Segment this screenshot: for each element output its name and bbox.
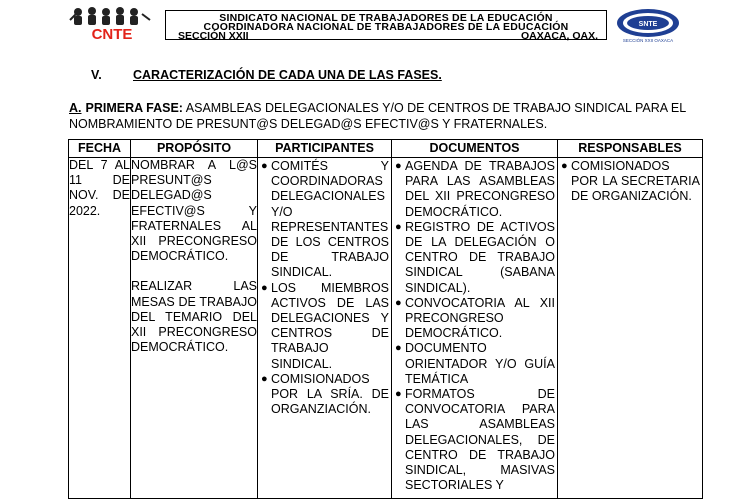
cell-documentos (392, 158, 558, 499)
proposito-paragraph: NOMBRAR A L@S PRESUNT@S DELEGAD@S EFECTIV@S Y FRATERNALES AL XII PRECONGRESO DEMOCRÁTICO. (131, 158, 257, 264)
list-item: ● REGISTRO DE ACTIVOS DE LA DELEGACIÓN O CENTRO DE TRABAJO SINDICAL (SABANA SINDICAL). (395, 219, 555, 295)
phase-heading (69, 100, 709, 132)
list-item: ● COMITÉS Y COORDINADORAS DELEGACIONALES Y/O REPRESENTANTES DE LOS CENTROS DE TRABAJO SINDICAL. (261, 159, 389, 280)
list-item: ● DOCUMENTO ORIENTADOR Y/O GUÍA TEMÁTICA (395, 341, 555, 386)
phase-name: PRIMERA FASE: (85, 101, 183, 115)
bullet-icon: ● (395, 296, 402, 309)
cell-proposito (131, 158, 258, 499)
list-item: ● COMISIONADOS POR LA SECRETARIA DE ORGANIZACIÓN. (561, 159, 700, 204)
col-header-responsables: RESPONSABLES (558, 140, 703, 158)
list-item: ● FORMATOS DE CONVOCATORIA PARA LAS ASAMBLEAS DELEGACIONALES, DE CENTRO DE TRABAJO SINDICAL, MASIVAS SECTORIALES Y (395, 387, 555, 493)
bullet-icon: ● (561, 160, 568, 172)
phase-letter: A. (69, 101, 82, 115)
fecha-text: DEL 7 AL 11 DE NOV. DE 2022. (69, 158, 130, 218)
bullet-icon: ● (395, 342, 402, 355)
col-header-proposito: PROPÓSITO (131, 140, 258, 158)
section-number: V. (91, 68, 102, 82)
letterhead-box (165, 10, 607, 40)
table-header-row (69, 140, 703, 158)
col-header-documentos: DOCUMENTOS (392, 140, 558, 158)
bullet-icon: ● (261, 372, 268, 385)
snte-seal-logo (615, 8, 681, 44)
bullet-icon: ● (261, 160, 268, 172)
coordinator-name: COORDINADORA NACIONAL DE TRABAJADORES DE LA EDUCACIÓN (203, 21, 569, 33)
col-header-participantes: PARTICIPANTES (258, 140, 392, 158)
cell-participantes (258, 158, 392, 499)
phase-table (68, 139, 703, 499)
bullet-icon: ● (261, 281, 268, 294)
cnte-logo-text: CNTE (91, 26, 133, 42)
section-title: CARACTERIZACIÓN DE CADA UNA DE LAS FASES. (133, 68, 442, 82)
section-label: SECCIÓN XXII (178, 30, 249, 42)
list-item: ● LOS MIEMBROS ACTIVOS DE LAS DELEGACIONES Y CENTROS DE TRABAJO SINDICAL. (261, 280, 389, 371)
list-item: ● CONVOCATORIA AL XII PRECONGRESO DEMOCRÁTICO. (395, 295, 555, 341)
bullet-icon: ● (395, 160, 402, 172)
list-item: ● AGENDA DE TRABAJOS PARA LAS ASAMBLEAS DEL XII PRECONGRESO DEMOCRÁTICO. (395, 159, 555, 219)
col-header-fecha: FECHA (69, 140, 131, 158)
bullet-icon: ● (395, 220, 402, 233)
cell-fecha (69, 158, 131, 499)
list-item: ● COMISIONADOS POR LA SRÍA. DE ORGANZIACIÓN. (261, 371, 389, 417)
union-name: SINDICATO NACIONAL DE TRABAJADORES DE LA EDUCACIÓN (219, 12, 553, 24)
location-label: OAXACA, OAX. (520, 30, 598, 42)
cell-responsables (558, 158, 703, 499)
bullet-icon: ● (395, 388, 402, 401)
snte-logo-subtext: SECCIÓN XXII OAXACA (622, 38, 674, 43)
proposito-paragraph: REALIZAR LAS MESAS DE TRABAJO DEL TEMARIO DEL XII PRECONGRESO DEMOCRÁTICO. (131, 279, 257, 355)
phase-description: ASAMBLEAS DELEGACIONALES Y/O DE CENTROS DE TRABAJO SINDICAL PARA EL NOMBRAMIENTO DE PRESUNT@S DELEGAD@S EFECTIV@S Y FRATERNALES. (69, 101, 686, 131)
cnte-logo (66, 6, 158, 42)
snte-logo-text: SNTE (638, 21, 658, 28)
table-row (69, 158, 703, 499)
